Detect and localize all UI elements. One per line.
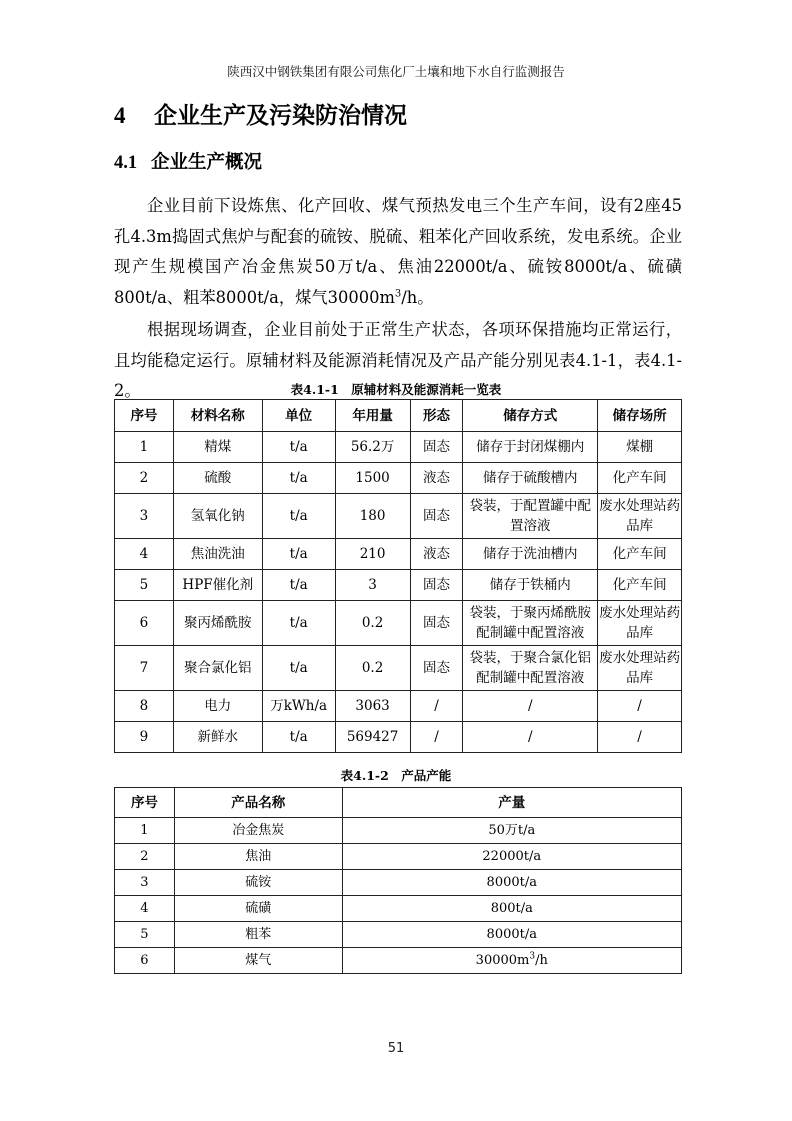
table-cell: $30000m^3/h$ (342, 948, 681, 974)
column-header: 序号 (115, 788, 175, 818)
table-cell: 硫磺 (174, 896, 342, 922)
column-header: 序号 (115, 400, 174, 432)
paragraph-production-overview (114, 191, 682, 313)
table-row (115, 463, 682, 494)
paragraph-text: 企业目前下设炼焦、化产回收、煤气预热发电三个生产车间，设有2座45孔4.3m捣固式焦炉与配套的硫铵、脱硫、粗苯化产回收系统，发电系统。企业现产生规模国产冶金焦炭50万t/a、焦油22000t/a、硫铵8000t/a、硫磺800t/a、粗苯8000t/a，煤气30000m (114, 196, 682, 307)
table-row (115, 432, 682, 463)
table-cell: 新鲜水 (173, 722, 262, 753)
table-cell: 2 (115, 463, 174, 494)
table-cell: 硫酸 (173, 463, 262, 494)
table-cell: 6 (115, 948, 175, 974)
table-cell: 焦油 (174, 844, 342, 870)
chapter-title: 企业生产及污染防治情况 (154, 102, 407, 129)
table-cell: t/a (262, 570, 335, 601)
table-cell: 液态 (410, 539, 463, 570)
table-cell: 液态 (410, 463, 463, 494)
table-row (115, 722, 682, 753)
table-cell: 固态 (410, 601, 463, 646)
table-cell: 8 (115, 691, 174, 722)
table-cell: 0.2 (335, 646, 410, 691)
table-cell: t/a (262, 601, 335, 646)
table-cell: 聚丙烯酰胺 (173, 601, 262, 646)
column-header: 产量 (342, 788, 681, 818)
table-cell: 煤棚 (598, 432, 682, 463)
section-number: 4.1 (114, 153, 138, 173)
table-cell: 废水处理站药品库 (598, 601, 682, 646)
superscript: 3 (529, 951, 536, 962)
table-cell: t/a (262, 539, 335, 570)
column-header: 产品名称 (174, 788, 342, 818)
table-cell: 储存于硫酸槽内 (463, 463, 598, 494)
table-cell: 废水处理站药品库 (598, 494, 682, 539)
unit-suffix: /h (535, 952, 548, 968)
table-cell: t/a (262, 646, 335, 691)
table-cell: 1500 (335, 463, 410, 494)
table-cell: 固态 (410, 432, 463, 463)
table-row (115, 922, 682, 948)
table-cell: 4 (115, 896, 175, 922)
table-cell: / (598, 691, 682, 722)
table-cell: 袋装，于配置罐中配置溶液 (463, 494, 598, 539)
column-header: 储存场所 (598, 400, 682, 432)
table-cell: 储存于铁桶内 (463, 570, 598, 601)
table-cell: 聚合氯化铝 (173, 646, 262, 691)
table-row (115, 539, 682, 570)
table-cell: 硫铵 (174, 870, 342, 896)
table-cell: 氢氧化钠 (173, 494, 262, 539)
section-heading (114, 148, 262, 174)
table-cell: 8000t/a (342, 922, 681, 948)
table-cell: 7 (115, 646, 174, 691)
table-cell: 袋装，于聚丙烯酰胺配制罐中配置溶液 (463, 601, 598, 646)
table-cell: 1 (115, 432, 174, 463)
table-cell: 0.2 (335, 601, 410, 646)
table-row (115, 870, 682, 896)
superscript: 3 (394, 288, 402, 300)
table-cell: 粗苯 (174, 922, 342, 948)
table-cell: 焦油洗油 (173, 539, 262, 570)
table-cell: HPF催化剂 (173, 570, 262, 601)
table-cell: t/a (262, 494, 335, 539)
column-header: 年用量 (335, 400, 410, 432)
table-cell: 4 (115, 539, 174, 570)
table-cell: 固态 (410, 494, 463, 539)
table-cell: t/a (262, 722, 335, 753)
table-cell: t/a (262, 463, 335, 494)
table-cell: 3 (335, 570, 410, 601)
table-row (115, 818, 682, 844)
table-cell: 8000t/a (342, 870, 681, 896)
table-cell: / (463, 691, 598, 722)
column-header: 形态 (410, 400, 463, 432)
table-cell: 569427 (335, 722, 410, 753)
column-header: 材料名称 (173, 400, 262, 432)
table-row (115, 601, 682, 646)
table-cell: 固态 (410, 646, 463, 691)
table-row (115, 844, 682, 870)
paragraph-text-end: /h。 (401, 287, 434, 307)
table-row (115, 570, 682, 601)
table-cell: 化产车间 (598, 570, 682, 601)
table-cell: 180 (335, 494, 410, 539)
table-cell: 2 (115, 844, 175, 870)
table-cell: 煤气 (174, 948, 342, 974)
table-cell: 800t/a (342, 896, 681, 922)
running-header: 陕西汉中钢铁集团有限公司焦化厂土壤和地下水自行监测报告 (227, 64, 565, 79)
table-cell: 固态 (410, 570, 463, 601)
table-row (115, 948, 682, 974)
table-cell: t/a (262, 432, 335, 463)
table-cell: 3063 (335, 691, 410, 722)
table-cell: 22000t/a (342, 844, 681, 870)
table2-caption: 表4.1-2 产品产能 (340, 768, 452, 783)
table-cell: / (410, 722, 463, 753)
table-cell: 化产车间 (598, 539, 682, 570)
table-row (115, 896, 682, 922)
table-cell: 冶金焦炭 (174, 818, 342, 844)
chapter-number: 4 (114, 103, 126, 128)
table-cell: 化产车间 (598, 463, 682, 494)
table-cell: / (463, 722, 598, 753)
table-cell: 万kWh/a (262, 691, 335, 722)
table-cell: 电力 (173, 691, 262, 722)
table-cell: 5 (115, 922, 175, 948)
table-row (115, 646, 682, 691)
materials-table (114, 399, 682, 753)
table-cell: 废水处理站药品库 (598, 646, 682, 691)
table-cell: 3 (115, 494, 174, 539)
table-cell: 5 (115, 570, 174, 601)
table-cell: 储存于封闭煤棚内 (463, 432, 598, 463)
section-title: 企业生产概况 (151, 152, 263, 173)
table1-caption: 表4.1-1 原辅材料及能源消耗一览表 (290, 382, 502, 397)
table-cell: 210 (335, 539, 410, 570)
table-cell: 袋装，于聚合氯化铝配制罐中配置溶液 (463, 646, 598, 691)
table-cell: / (410, 691, 463, 722)
column-header: 储存方式 (463, 400, 598, 432)
table-cell: 50万t/a (342, 818, 681, 844)
column-header: 单位 (262, 400, 335, 432)
table-header-row (115, 788, 682, 818)
table-row (115, 494, 682, 539)
chapter-heading (114, 97, 407, 130)
table-cell: / (598, 722, 682, 753)
page-number: 51 (387, 1041, 405, 1056)
table-cell: 精煤 (173, 432, 262, 463)
table-row (115, 691, 682, 722)
table-cell: 1 (115, 818, 175, 844)
table-cell: 56.2万 (335, 432, 410, 463)
table-cell: 9 (115, 722, 174, 753)
table-cell: 储存于洗油槽内 (463, 539, 598, 570)
table-cell: 3 (115, 870, 175, 896)
paragraph-site-survey: 根据现场调查，企业目前处于正常生产状态，各项环保措施均正常运行，且均能稳定运行。原辅材料及能源消耗情况及产品产能分别见表4.1-1，表4.1-2。 (114, 320, 682, 400)
products-table (114, 787, 682, 974)
table-header-row (115, 400, 682, 432)
table-cell: 6 (115, 601, 174, 646)
